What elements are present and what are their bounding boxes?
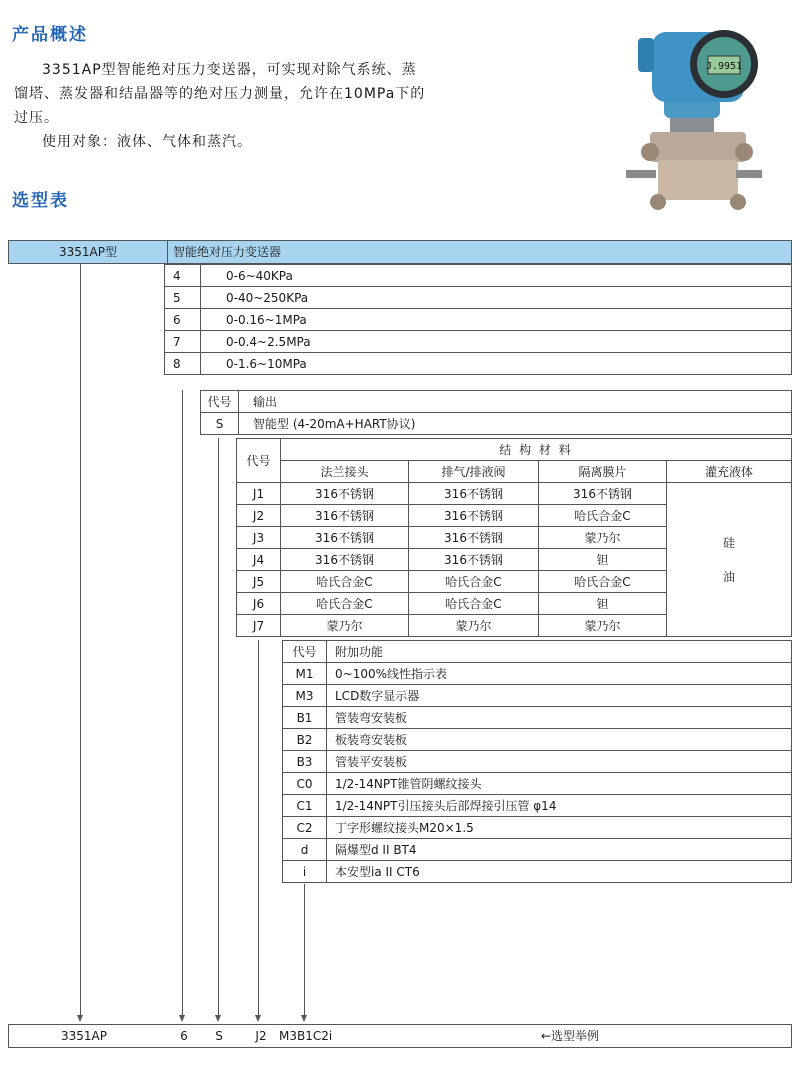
range-row [165,265,792,287]
option-code: B2 [283,729,327,751]
overview-heading: 产品概述 [12,25,88,45]
option-desc: 板装弯安装板 [327,729,792,751]
fill-fluid-char-1: 硅 [722,535,735,550]
option-row [283,861,792,883]
material-vent: 316不锈钢 [409,549,539,571]
option-row [283,707,792,729]
option-row [283,839,792,861]
option-desc: 本安型ia II CT6 [327,861,792,883]
range-code: 6 [165,309,201,331]
material-diaphragm: 蒙乃尔 [539,615,667,637]
range-row [165,353,792,375]
material-diaphragm: 钽 [539,549,667,571]
range-row [165,309,792,331]
overview-line-4: 使用对象：液体、气体和蒸汽。 [42,134,252,150]
option-code: B1 [283,707,327,729]
material-code: J4 [237,549,281,571]
output-table [200,390,792,435]
material-vent: 蒙乃尔 [409,615,539,637]
material-code: J5 [237,571,281,593]
output-code: S [201,413,239,435]
option-desc: 0~100%线性指示表 [327,663,792,685]
material-vent: 316不锈钢 [409,505,539,527]
material-flange: 哈氏合金C [281,571,409,593]
example-row [8,1024,792,1048]
option-code: C1 [283,795,327,817]
material-vent: 哈氏合金C [409,571,539,593]
output-desc: 智能型 (4-20mA+HART协议) [239,413,792,435]
material-diaphragm: 哈氏合金C [539,505,667,527]
option-desc: 丁字形螺纹接头M20×1.5 [327,817,792,839]
display-reading: J.9951 [705,61,743,72]
connector-line [80,264,81,1016]
option-row [283,795,792,817]
option-code: M1 [283,663,327,685]
example-options: M3B1C2i [279,1029,333,1043]
range-code: 4 [165,265,201,287]
connector-line [182,390,183,1016]
option-row [283,751,792,773]
material-flange: 316不锈钢 [281,527,409,549]
material-code: J1 [237,483,281,505]
option-code: B3 [283,751,327,773]
material-header-diaphragm: 隔离膜片 [539,461,667,483]
option-desc: LCD数字显示器 [327,685,792,707]
example-label: ←选型举例 [541,1029,600,1043]
material-header-fill: 灌充液体 [667,461,792,483]
material-diaphragm: 蒙乃尔 [539,527,667,549]
option-row [283,773,792,795]
material-flange: 316不锈钢 [281,483,409,505]
range-code: 7 [165,331,201,353]
arrow-down-icon [77,1015,83,1022]
fill-fluid-char-2: 油 [722,569,735,584]
material-diaphragm: 钽 [539,593,667,615]
option-desc: 1/2-14NPT锥管阴螺纹接头 [327,773,792,795]
arrow-down-icon [255,1015,261,1022]
overview-text [14,58,484,154]
option-desc: 管装弯安装板 [327,707,792,729]
material-code: J6 [237,593,281,615]
material-vent: 316不锈钢 [409,483,539,505]
material-header-flange: 法兰接头 [281,461,409,483]
overview-line-3: 过压。 [14,110,59,126]
example-range: 6 [180,1029,188,1043]
model-header-bar [8,240,792,264]
arrow-down-icon [179,1015,185,1022]
range-value: 0-6~40KPa [201,265,792,287]
range-code: 5 [165,287,201,309]
option-code: C2 [283,817,327,839]
model-code: 3351AP型 [9,241,168,263]
overview-line-2: 馏塔、蒸发器和结晶器等的绝对压力测量，允许在10MPa下的 [14,86,426,102]
option-row [283,729,792,751]
material-diaphragm: 316不锈钢 [539,483,667,505]
connector-line [304,884,305,1016]
option-row [283,685,792,707]
material-code: J3 [237,527,281,549]
range-row [165,331,792,353]
material-group-title: 结 构 材 料 [281,439,792,461]
options-code-header: 代号 [283,641,327,663]
fill-fluid-cell [667,483,792,637]
example-material: J2 [255,1029,267,1043]
option-row [283,817,792,839]
options-desc-header: 附加功能 [327,641,792,663]
options-table [282,640,792,883]
material-code: J7 [237,615,281,637]
range-code: 8 [165,353,201,375]
selection-heading: 选型表 [12,191,69,211]
output-desc-header: 输出 [239,391,792,413]
material-flange: 316不锈钢 [281,505,409,527]
option-code: i [283,861,327,883]
material-table [236,438,792,637]
example-output: S [215,1029,223,1043]
option-code: d [283,839,327,861]
arrow-down-icon [301,1015,307,1022]
option-code: M3 [283,685,327,707]
option-desc: 1/2-14NPT引压接头后部焊接引压管 φ14 [327,795,792,817]
range-value: 0-40~250KPa [201,287,792,309]
pressure-transmitter-image [620,20,770,220]
range-value: 0-0.16~1MPa [201,309,792,331]
output-code-header: 代号 [201,391,239,413]
connector-line [218,438,219,1016]
option-row [283,663,792,685]
option-desc: 隔爆型d II BT4 [327,839,792,861]
overview-line-1: 3351AP型智能绝对压力变送器，可实现对除气系统、蒸 [42,62,417,78]
arrow-down-icon [215,1015,221,1022]
material-header-vent: 排气/排液阀 [409,461,539,483]
material-code-header: 代号 [237,439,281,483]
example-model: 3351AP [61,1029,107,1043]
material-flange: 哈氏合金C [281,593,409,615]
option-code: C0 [283,773,327,795]
material-flange: 316不锈钢 [281,549,409,571]
material-flange: 蒙乃尔 [281,615,409,637]
material-code: J2 [237,505,281,527]
range-table [164,264,792,375]
material-vent: 316不锈钢 [409,527,539,549]
material-diaphragm: 哈氏合金C [539,571,667,593]
connector-line [258,640,259,1016]
range-value: 0-0.4~2.5MPa [201,331,792,353]
model-description: 智能绝对压力变送器 [173,245,282,259]
option-desc: 管装平安装板 [327,751,792,773]
range-value: 0-1.6~10MPa [201,353,792,375]
range-row [165,287,792,309]
material-vent: 哈氏合金C [409,593,539,615]
material-row [237,483,792,505]
